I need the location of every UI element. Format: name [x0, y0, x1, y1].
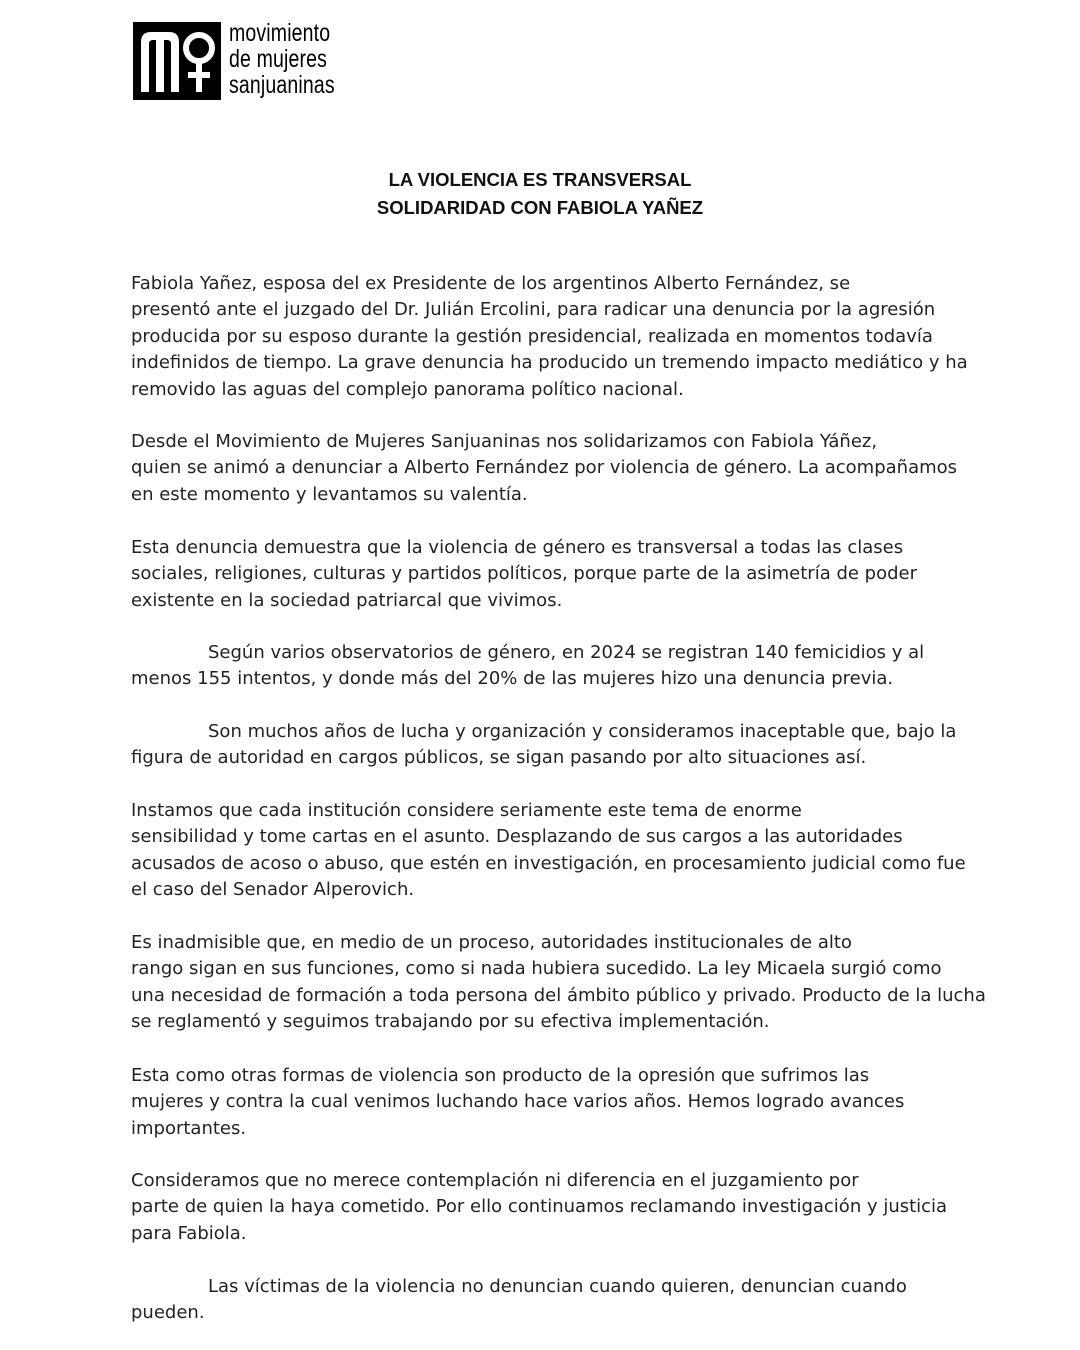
paragraph-line: en este momento y levantamos su valentía. — [131, 483, 528, 505]
paragraph-line: removido las aguas del complejo panorama político nacional. — [131, 378, 684, 400]
paragraph-4 — [131, 640, 924, 693]
document-title — [0, 166, 1080, 222]
venus-symbol-icon — [133, 22, 221, 100]
paragraph-line: acusados de acoso o abuso, que estén en investigación, en procesamiento judicial como fue — [131, 852, 966, 874]
paragraph-line: el caso del Senador Alperovich. — [131, 879, 415, 901]
logo-line-3: sanjuaninas — [229, 71, 335, 99]
paragraph-1 — [131, 271, 968, 403]
paragraph-line: existente en la sociedad patriarcal que vivimos. — [131, 589, 563, 611]
paragraph-line: Según varios observatorios de género, en 2024 se registran 140 femicidios y al — [208, 642, 925, 663]
paragraph-line: para Fabiola. — [131, 1222, 247, 1244]
title-line-1: LA VIOLENCIA ES TRANSVERSAL — [388, 169, 692, 190]
paragraph-line: parte de quien la haya cometido. Por ello continuamos reclamando investigación y justicia — [131, 1196, 948, 1218]
logo-mark — [133, 22, 221, 100]
paragraph-8 — [131, 1063, 904, 1142]
logo-line-2: de mujeres — [229, 45, 328, 73]
title-line-2: SOLIDARIDAD CON FABIOLA YAÑEZ — [376, 197, 704, 218]
paragraph-3 — [131, 535, 917, 614]
paragraph-5 — [131, 719, 956, 772]
logo-wordmark — [229, 20, 335, 98]
paragraph-line: Esta denuncia demuestra que la violencia de género es transversal a todas las clases — [131, 537, 904, 558]
paragraph-line: sociales, religiones, culturas y partidos políticos, porque parte de la asimetría de poder — [131, 563, 918, 585]
paragraph-line: se reglamentó y seguimos trabajando por su efectiva implementación. — [131, 1011, 770, 1033]
paragraph-line: importantes. — [131, 1117, 247, 1139]
paragraph-line: una necesidad de formación a toda persona del ámbito público y privado. Producto de la lucha — [131, 984, 986, 1006]
paragraph-line: Esta como otras formas de violencia son producto de la opresión que sufrimos las — [131, 1065, 870, 1086]
paragraph-line: pueden. — [131, 1302, 205, 1324]
paragraph-line: menos 155 intentos, y donde más del 20% de las mujeres hizo una denuncia previa. — [131, 668, 894, 690]
paragraph-line: sensibilidad y tome cartas en el asunto. Desplazando de sus cargos a las autoridades — [131, 826, 903, 848]
logo-line-1: movimiento — [229, 19, 331, 47]
paragraph-line: Son muchos años de lucha y organización y consideramos inaceptable que, bajo la — [208, 721, 957, 742]
paragraph-9 — [131, 1168, 947, 1247]
paragraph-10 — [131, 1274, 907, 1327]
paragraph-line: presentó ante el juzgado del Dr. Julián Ercolini, para radicar una denuncia por la agresión — [131, 299, 936, 321]
paragraph-6 — [131, 798, 966, 904]
organization-logo — [133, 19, 365, 100]
paragraph-line: mujeres y contra la cual venimos luchando hace varios años. Hemos logrado avances — [131, 1091, 905, 1113]
paragraph-line: Fabiola Yañez, esposa del ex Presidente de los argentinos Alberto Fernández, se — [131, 273, 851, 294]
paragraph-line: Las víctimas de la violencia no denuncian cuando quieren, denuncian cuando — [208, 1276, 907, 1297]
paragraph-line: figura de autoridad en cargos públicos, se sigan pasando por alto situaciones así. — [131, 747, 867, 769]
paragraph-line: rango sigan en sus funciones, como si nada hubiera sucedido. La ley Micaela surgió como — [131, 958, 942, 980]
paragraph-line: producida por su esposo durante la gestión presidencial, realizada en momentos todavía — [131, 325, 933, 347]
paragraph-line: Es inadmisible que, en medio de un proceso, autoridades institucionales de alto — [131, 932, 852, 953]
paragraph-line: Consideramos que no merece contemplación ni diferencia en el juzgamiento por — [131, 1170, 859, 1191]
paragraph-line: quien se animó a denunciar a Alberto Fernández por violencia de género. La acompañamos — [131, 457, 958, 479]
paragraph-line: Instamos que cada institución considere seriamente este tema de enorme — [131, 800, 802, 821]
paragraph-2 — [131, 429, 957, 508]
paragraph-7 — [131, 930, 986, 1036]
paragraph-line: Desde el Movimiento de Mujeres Sanjuaninas nos solidarizamos con Fabiola Yáñez, — [131, 431, 878, 452]
paragraph-line: indefinidos de tiempo. La grave denuncia ha producido un tremendo impacto mediático y ha — [131, 352, 968, 374]
